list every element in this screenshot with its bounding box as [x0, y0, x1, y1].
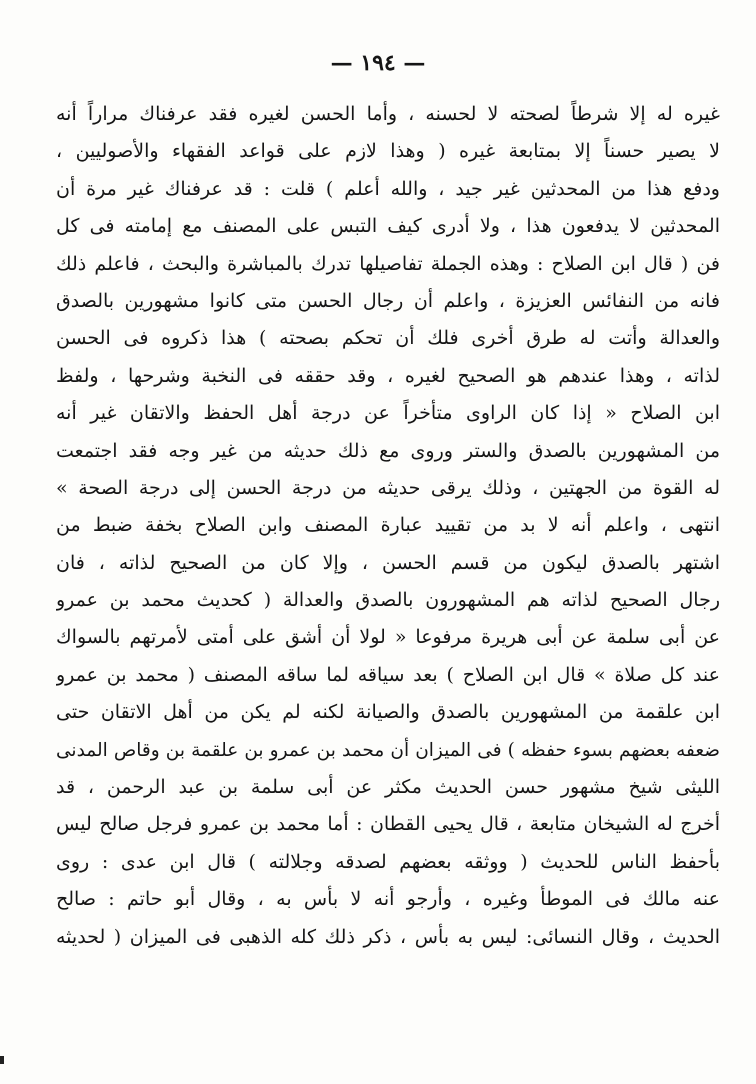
text-line: عند كل صلاة » قال ابن الصلاح ) بعد سياقه لما ساقه المصنف ( محمد بن عمرو: [56, 663, 720, 686]
text-line: غيره له إلا شرطاً لصحته لا لحسنه ، وأما الحسن لغيره فقد عرفناك مراراً أنه: [56, 103, 720, 125]
text-line: اشتهر بالصدق ليكون من قسم الحسن ، وإلا كان من الصحيح لذاته ، فان: [56, 551, 720, 574]
text-line: رجال الصحيح لذاته هم المشهورون بالصدق والعدالة ( كحديث محمد بن عمرو: [56, 589, 720, 612]
body-text: [56, 96, 720, 956]
text-line: المحدثين لا يدفعون هذا ، ولا أدرى كيف التبس على المصنف مع إمامته فى كل: [56, 215, 720, 238]
text-line: فن ( قال ابن الصلاح : وهذه الجملة تفاصيلها تدرك بالمباشرة والبحث ، فاعلم ذلك: [56, 252, 720, 275]
text-line: الحديث ، وقال النسائى: ليس به بأس ، ذكر ذلك كله الذهبى فى الميزان ( لحديثه: [56, 925, 720, 948]
text-line: له القوة من الجهتين ، وذلك يرقى حديثه من درجة الحسن إلى درجة الصحة »: [56, 476, 720, 499]
text-line: لا يصير حسناً إلا بمتابعة غيره ( وهذا لازم على قواعد الفقهاء والأصوليين ،: [56, 140, 720, 163]
scan-edge-mark: [0, 1056, 4, 1064]
text-line: عن أبى سلمة عن أبى هريرة مرفوعا « لولا أن أشق على أمتى لأمرتهم بالسواك: [56, 626, 720, 649]
text-line: من المشهورين بالصدق والستر وروى مع ذلك حديثه من غير وجه فقد اجتمعت: [56, 439, 720, 462]
text-line: الليثى شيخ مشهور حسن الحديث مكثر عن أبى سلمة بن عبد الرحمن ، قد: [56, 776, 720, 799]
text-line: والعدالة وأتت له طرق أخرى فلك أن تحكم بصحته ) هذا ذكروه فى الحسن: [56, 327, 720, 350]
text-line: عنه مالك فى الموطأ وغيره ، وأرجو أنه لا بأس به ، وقال أبو حاتم : صالح: [56, 888, 720, 911]
text-line: أخرج له الشيخان متابعة ، قال يحيى القطان : أما محمد بن عمرو فرجل صالح ليس: [56, 813, 720, 836]
text-line: لذاته ، وهذا عندهم هو الصحيح لغيره ، وقد حققه فى النخبة وشرحها ، ولفظ: [56, 364, 720, 387]
text-line: بأحفظ الناس للحديث ( ووثقه بعضهم لصدقه وجلالته ) قال ابن عدى : روى: [56, 850, 720, 873]
text-line: ودفع هذا من المحدثين غير جيد ، والله أعلم ) قلت : قد عرفناك غير مرة أن: [56, 177, 720, 200]
text-line: فانه من النفائس العزيزة ، واعلم أن رجال الحسن متى كانوا مشهورين بالصدق: [56, 289, 720, 312]
text-line: انتهى ، واعلم أنه لا بد من تقييد عبارة المصنف وابن الصلاح بخفة ضبط من: [56, 514, 720, 537]
text-line: ابن علقمة من المشهورين بالصدق والصيانة لكنه لم يكن من أهل الاتقان حتى: [56, 701, 720, 724]
page-number: — ١٩٤ —: [330, 50, 426, 76]
text-line: ضعفه بعضهم بسوء حفظه ) فى الميزان أن محمد بن عمرو بن علقمة بن وقاص المدنى: [56, 739, 720, 761]
text-line: ابن الصلاح « إذا كان الراوى متأخراً عن درجة أهل الحفظ والاتقان غير أنه: [56, 402, 720, 425]
